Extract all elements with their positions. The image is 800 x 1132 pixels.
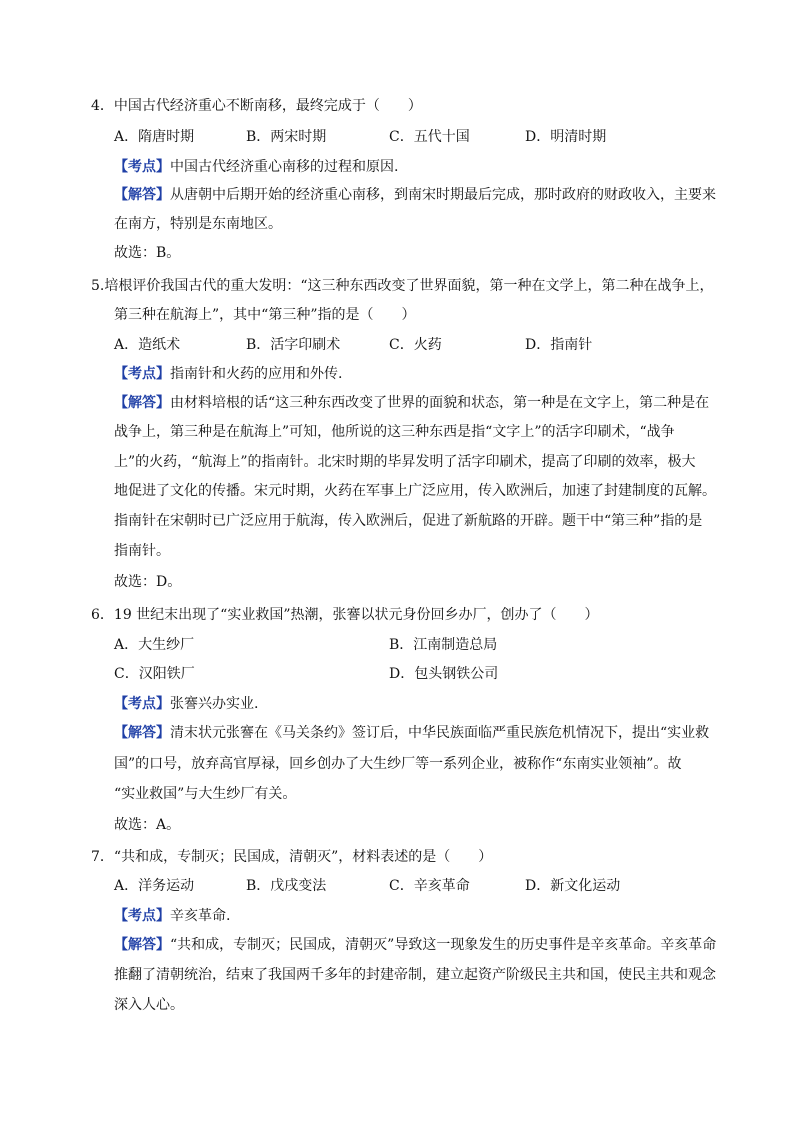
question-5-option-b: B．活字印刷术: [246, 337, 341, 353]
question-7-option-a: A．洋务运动: [114, 878, 195, 894]
question-7-jieda-line-2: 推翻了清朝统治，结束了我国两千多年的封建帝制，建立起资产阶级民主共和国，使民主共和观念: [114, 967, 716, 983]
question-6-jieda-line-3: “实业救国”与大生纱厂有关。: [114, 786, 297, 802]
question-5-kaodian: [0, 364, 800, 384]
question-4-jieda-line-2: 在南方，特别是东南地区。: [114, 216, 282, 232]
question-5-option-c: C．火药: [389, 337, 442, 353]
question-7-option-b: B．戊戌变法: [246, 878, 327, 894]
question-5-jieda-line-5: 指南针在宋朝时已广泛应用于航海，传入欧洲后，促进了新航路的开辟。题干中“第三种”指的是: [114, 513, 703, 529]
kaodian-text: 辛亥革命.: [170, 908, 231, 924]
question-6-option-d: D．包头钢铁公司: [389, 666, 499, 682]
question-4-kaodian: [0, 157, 800, 177]
question-5-stem: 5.培根评价我国古代的重大发明：“这三种东西改变了世界面貌，第一种在文学上，第二种在战争上，: [91, 278, 714, 294]
jieda-label: 【解答】: [114, 725, 170, 741]
kaodian-label: 【考点】: [114, 159, 170, 175]
kaodian-text: 中国古代经济重心南移的过程和原因.: [170, 159, 399, 175]
question-4-option-d: D．明清时期: [525, 129, 607, 145]
question-4-answer: 故选：B。: [114, 245, 181, 261]
jieda-label: 【解答】: [114, 395, 170, 411]
question-6-stem: 6．19 世纪末出现了“实业救国”热潮，张謇以状元身份回乡办厂，创办了（ ）: [91, 607, 599, 623]
jieda-text: “共和成，专制灭；民国成，清朝灭”导致这一现象发生的历史事件是辛亥革命。辛亥革命: [170, 937, 717, 953]
question-5-jieda-line-3: 上”的火药，“航海上”的指南针。北宋时期的毕昇发明了活字印刷术，提高了印刷的效率，极大: [114, 454, 696, 470]
question-6-option-c: C．汉阳铁厂: [114, 666, 195, 682]
question-4-option-c: C．五代十国: [389, 129, 470, 145]
question-5-option-d: D．指南针: [525, 337, 593, 353]
question-7-option-c: C．辛亥革命: [389, 878, 470, 894]
question-7-jieda: [0, 935, 800, 955]
question-6-answer: 故选：A。: [114, 817, 181, 833]
kaodian-text: 张謇兴办实业.: [170, 696, 259, 712]
question-5-jieda-line-2: 战争上，第三种是在航海上”可知，他所说的这三种东西是指“文字上”的活字印刷术，“战争: [114, 424, 675, 440]
jieda-text: 清末状元张謇在《马关条约》签订后，中华民族面临严重民族危机情况下，提出“实业救: [170, 725, 710, 741]
question-5-jieda: [0, 393, 800, 413]
question-6-option-b: B．江南制造总局: [389, 637, 498, 653]
kaodian-label: 【考点】: [114, 696, 170, 712]
jieda-label: 【解答】: [114, 187, 170, 203]
question-4-stem: 4．中国古代经济重心不断南移，最终完成于（ ）: [91, 98, 422, 114]
question-5-jieda-line-4: 地促进了文化的传播。宋元时期，火药在军事上广泛应用，传入欧洲后，加速了封建制度的瓦解。: [114, 483, 716, 499]
question-5-option-a: A．造纸术: [114, 337, 181, 353]
question-6-option-a: A．大生纱厂: [114, 637, 195, 653]
question-6-jieda: [0, 723, 800, 743]
question-7-option-d: D．新文化运动: [525, 878, 621, 894]
jieda-text: 从唐朝中后期开始的经济重心南移，到南宋时期最后完成，那时政府的财政收入，主要来: [170, 187, 716, 203]
question-4-option-b: B．两宋时期: [246, 129, 327, 145]
jieda-text: 由材料培根的话“这三种东西改变了世界的面貌和状态，第一种是在文字上，第二种是在: [170, 395, 710, 411]
question-7-jieda-line-3: 深入人心。: [114, 997, 184, 1013]
kaodian-label: 【考点】: [114, 908, 170, 924]
question-5-jieda-line-6: 指南针。: [114, 543, 170, 559]
question-5-answer: 故选：D。: [114, 574, 182, 590]
kaodian-text: 指南针和火药的应用和外传.: [170, 366, 343, 382]
question-6-kaodian: [0, 694, 800, 714]
question-4-jieda: [0, 185, 800, 205]
question-4-option-a: A．隋唐时期: [114, 129, 195, 145]
question-7-stem: 7．“共和成，专制灭；民国成，清朝灭”，材料表述的是（ ）: [91, 849, 493, 865]
question-5-stem-line-2: 第三种在航海上”，其中“第三种”指的是（ ）: [114, 307, 416, 323]
question-6-jieda-line-2: 国”的口号，放弃高官厚禄，回乡创办了大生纱厂等一系列企业，被称作“东南实业领袖”。故: [114, 756, 682, 772]
kaodian-label: 【考点】: [114, 366, 170, 382]
jieda-label: 【解答】: [114, 937, 170, 953]
question-7-kaodian: [0, 906, 800, 926]
